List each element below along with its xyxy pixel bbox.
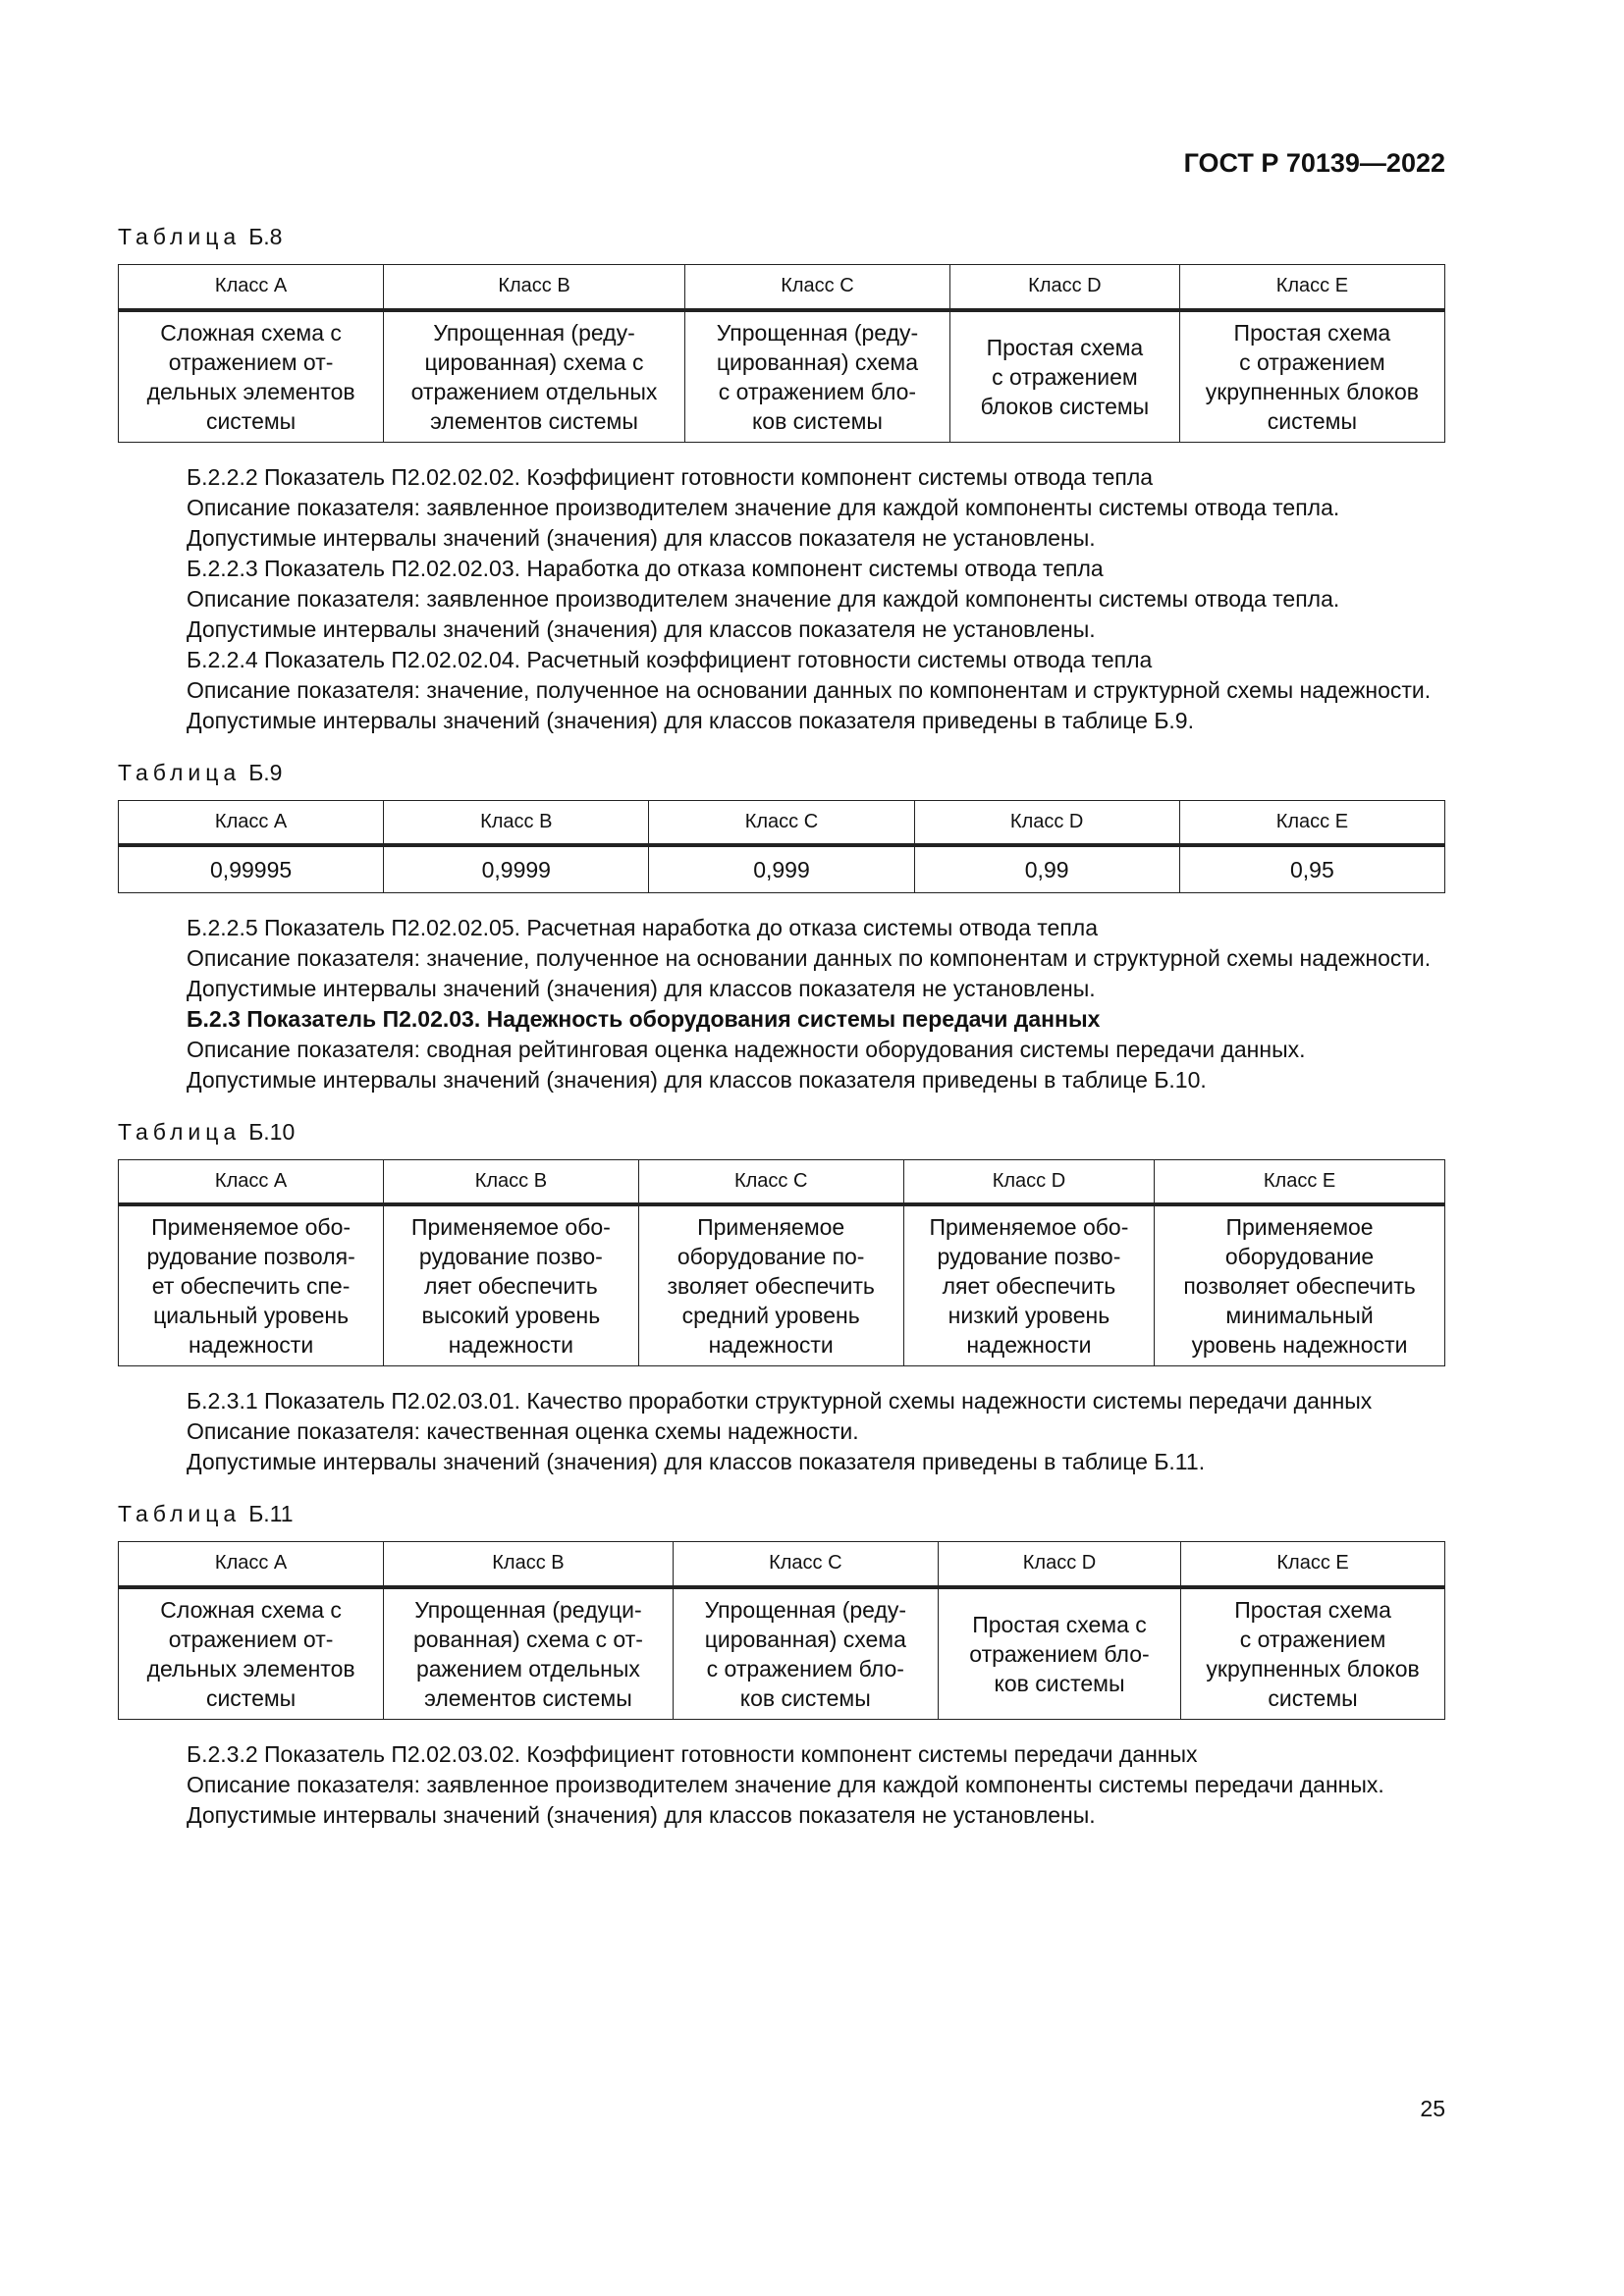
paragraph: Б.2.3.2 Показатель П2.02.03.02. Коэффициент готовности компонент системы передачи данных xyxy=(187,1740,1198,1767)
header-cell: Класс C xyxy=(649,800,914,845)
table-cell: 0,99995 xyxy=(119,845,384,892)
table-cell: Простая схема с отражением бло- ков системы xyxy=(938,1587,1180,1720)
table-header-row xyxy=(119,265,1445,310)
table-row xyxy=(119,1587,1445,1720)
paragraph: Допустимые интервалы значений (значения) для классов показателя не установлены. xyxy=(187,524,1096,551)
header-cell: Класс D xyxy=(903,1159,1154,1204)
table-caption xyxy=(118,1501,1445,1527)
page-number: 25 xyxy=(1420,2096,1445,2121)
header-cell: Класс D xyxy=(914,800,1179,845)
paragraph: Описание показателя: сводная рейтинговая оценка надежности оборудования системы передачи данных. xyxy=(187,1036,1306,1062)
paragraph-group-4 xyxy=(118,1739,1445,1831)
table-cell: Простая схема с отражением укрупненных блоков системы xyxy=(1179,310,1444,443)
header-cell: Класс B xyxy=(384,1542,674,1587)
paragraph: Допустимые интервалы значений (значения) для классов показателя не установлены. xyxy=(187,975,1096,1001)
paragraph-group-2 xyxy=(118,913,1445,1095)
paragraph: Б.2.2.5 Показатель П2.02.02.05. Расчетная наработка до отказа системы отвода тепла xyxy=(187,914,1099,940)
table-caption xyxy=(118,224,1445,250)
table-caption-word: Таблица xyxy=(118,759,242,785)
table-b11 xyxy=(118,1541,1445,1720)
table-caption xyxy=(118,1119,1445,1146)
table-caption-word: Таблица xyxy=(118,1118,242,1145)
header-cell: Класс B xyxy=(384,1159,638,1204)
table-cell: Применяемое оборудование по- зволяет обеспечить средний уровень надежности xyxy=(638,1204,903,1366)
paragraph: Б.2.2.4 Показатель П2.02.02.04. Расчетный коэффициент готовности системы отвода тепла xyxy=(187,646,1153,672)
header-cell: Класс E xyxy=(1179,800,1444,845)
table-header-row xyxy=(119,1159,1445,1204)
paragraph: Описание показателя: заявленное производителем значение для каждой компоненты системы отвода тепла. xyxy=(187,585,1340,612)
header-cell: Класс C xyxy=(684,265,949,310)
table-cell: 0,9999 xyxy=(384,845,649,892)
header-cell: Класс A xyxy=(119,800,384,845)
paragraph: Допустимые интервалы значений (значения) для классов показателя не установлены. xyxy=(187,1801,1096,1828)
table-b10 xyxy=(118,1159,1445,1367)
header-cell: Класс B xyxy=(384,265,685,310)
table-cell: Применяемое обо- рудование позво- ляет обеспечить низкий уровень надежности xyxy=(903,1204,1154,1366)
table-caption-number: Б.9 xyxy=(248,759,283,785)
table-cell: Применяемое обо- рудование позволя- ет обеспечить спе- циальный уровень надежности xyxy=(119,1204,384,1366)
paragraph: Допустимые интервалы значений (значения) для классов показателя приведены в таблице Б.10. xyxy=(187,1066,1207,1093)
document-header: ГОСТ Р 70139—2022 xyxy=(1183,148,1445,178)
table-cell: 0,999 xyxy=(649,845,914,892)
table-row xyxy=(119,310,1445,443)
table-b9 xyxy=(118,800,1445,893)
header-cell: Класс A xyxy=(119,265,384,310)
header-cell: Класс E xyxy=(1181,1542,1445,1587)
header-cell: Класс B xyxy=(384,800,649,845)
table-row xyxy=(119,845,1445,892)
page-content xyxy=(118,224,1445,1831)
table-caption-number: Б.11 xyxy=(248,1501,294,1526)
paragraph-group-1 xyxy=(118,462,1445,736)
table-cell: Упрощенная (реду- цированная) схема с отражением отдельных элементов системы xyxy=(384,310,685,443)
table-row xyxy=(119,1204,1445,1366)
section-heading: Б.2.3 Показатель П2.02.03. Надежность оборудования системы передачи данных xyxy=(187,1005,1101,1032)
paragraph: Б.2.3.1 Показатель П2.02.03.01. Качество проработки структурной схемы надежности системы передачи данных xyxy=(187,1388,1373,1414)
header-cell: Класс D xyxy=(938,1542,1180,1587)
table-caption-word: Таблица xyxy=(118,224,242,249)
header-cell: Класс D xyxy=(950,265,1180,310)
paragraph: Допустимые интервалы значений (значения) для классов показателя не установлены. xyxy=(187,615,1096,642)
paragraph: Описание показателя: заявленное производителем значение для каждой компоненты системы отвода тепла. xyxy=(187,494,1340,520)
paragraph: Б.2.2.2 Показатель П2.02.02.02. Коэффициент готовности компонент системы отвода тепла xyxy=(187,463,1154,490)
table-caption-number: Б.10 xyxy=(248,1118,296,1145)
header-cell: Класс A xyxy=(119,1159,384,1204)
table-cell: Применяемое оборудование позволяет обеспечить минимальный уровень надежности xyxy=(1155,1204,1445,1366)
table-cell: 0,99 xyxy=(914,845,1179,892)
table-caption-word: Таблица xyxy=(118,1501,242,1526)
paragraph: Описание показателя: заявленное производителем значение для каждой компоненты системы передачи данных. xyxy=(187,1771,1384,1797)
table-cell: Сложная схема с отражением от- дельных элементов системы xyxy=(119,1587,384,1720)
table-cell: 0,95 xyxy=(1179,845,1444,892)
table-cell: Простая схема с отражением блоков системы xyxy=(950,310,1180,443)
header-cell: Класс E xyxy=(1179,265,1444,310)
table-cell: Применяемое обо- рудование позво- ляет обеспечить высокий уровень надежности xyxy=(384,1204,638,1366)
header-cell: Класс C xyxy=(673,1542,938,1587)
paragraph: Б.2.2.3 Показатель П2.02.02.03. Наработка до отказа компонент системы отвода тепла xyxy=(187,555,1104,581)
paragraph: Допустимые интервалы значений (значения) для классов показателя приведены в таблице Б.9. xyxy=(187,707,1194,733)
table-cell: Простая схема с отражением укрупненных блоков системы xyxy=(1181,1587,1445,1720)
paragraph-group-3 xyxy=(118,1386,1445,1477)
header-cell: Класс E xyxy=(1155,1159,1445,1204)
paragraph: Описание показателя: значение, полученное на основании данных по компонентам и структурной схемы надежности. xyxy=(187,944,1432,971)
table-caption xyxy=(118,760,1445,786)
paragraph: Допустимые интервалы значений (значения) для классов показателя приведены в таблице Б.11. xyxy=(187,1449,1206,1474)
table-cell: Упрощенная (реду- цированная) схема с отражением бло- ков системы xyxy=(673,1587,938,1720)
paragraph: Описание показателя: значение, полученное на основании данных по компонентам и структурной схемы надежности. xyxy=(187,676,1432,703)
table-b8 xyxy=(118,264,1445,443)
table-header-row xyxy=(119,1542,1445,1587)
table-cell: Сложная схема с отражением от- дельных элементов системы xyxy=(119,310,384,443)
table-caption-number: Б.8 xyxy=(248,224,283,249)
paragraph: Описание показателя: качественная оценка схемы надежности. xyxy=(187,1418,859,1444)
table-header-row xyxy=(119,800,1445,845)
header-cell: Класс A xyxy=(119,1542,384,1587)
table-cell: Упрощенная (редуци- рованная) схема с от- ражением отдельных элементов системы xyxy=(384,1587,674,1720)
header-cell: Класс C xyxy=(638,1159,903,1204)
table-cell: Упрощенная (реду- цированная) схема с отражением бло- ков системы xyxy=(684,310,949,443)
